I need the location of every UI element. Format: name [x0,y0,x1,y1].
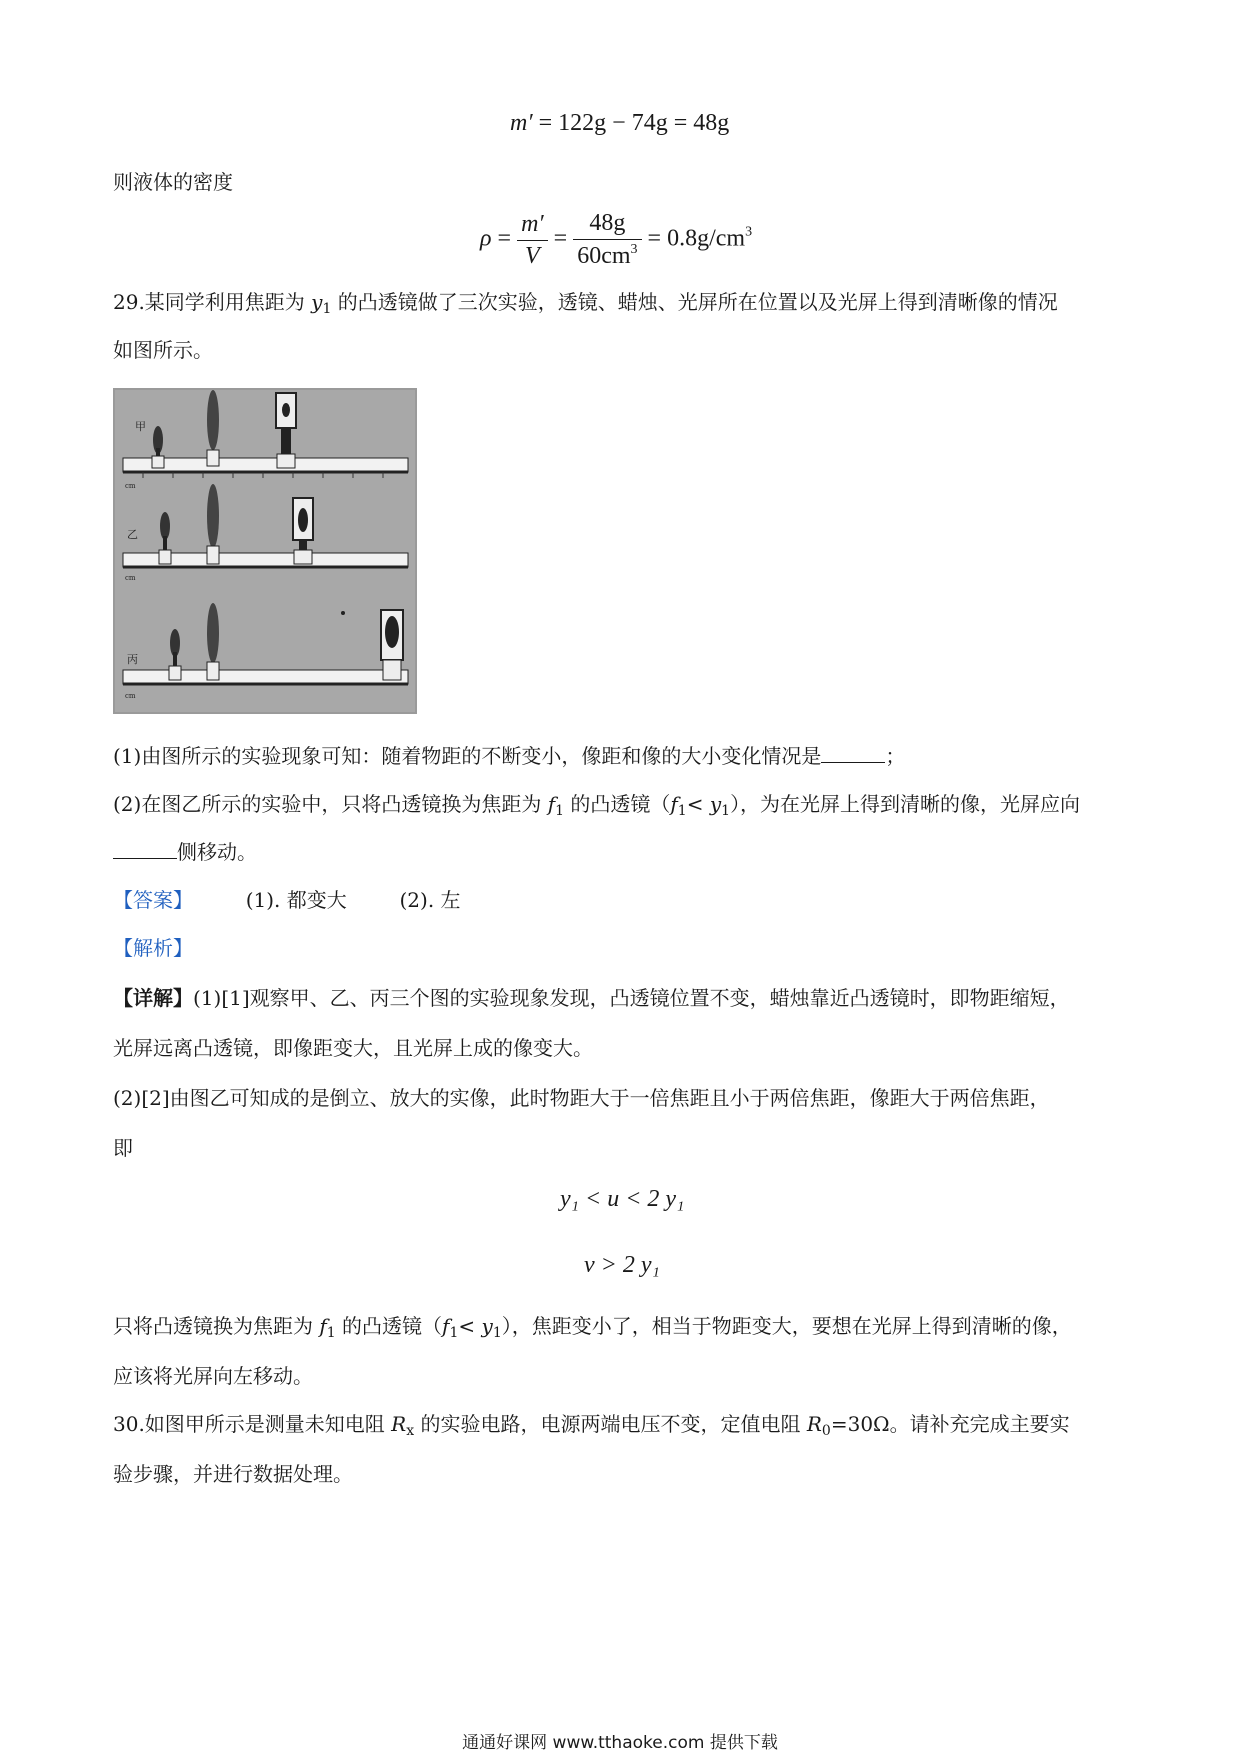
q29-part1 [113,742,905,770]
density-equation: ρ = $\frac{m'}{V}$ = $\frac{48g}{60cm^3}$ = $0.8g/cm^3$ [480,210,753,269]
candle-holder-jia [152,456,164,468]
q29-stem-a: 29.某同学利用焦距为 [113,290,312,314]
eq2-result-sup: 3 [745,224,753,240]
q29-part2-line2: 侧移动。 [113,838,257,866]
q29-part1-end: ； [885,744,906,768]
detail-label: 【详解】 [113,986,193,1010]
eq2-den2: 60cm [577,243,631,269]
label-bing: 丙 [127,653,138,666]
eq1-result: 48g [693,110,730,136]
eq2-den2-sup: 3 [630,242,638,257]
q30-line2: 验步骤，并进行数据处理。 [113,1462,353,1486]
page-footer: 通通好课网 www.tthaoke.com 提供下载 [462,1733,778,1753]
mass-equation: m′ = 122g − 74g = 48g [510,110,730,136]
answer-1: (1). 都变大 [245,888,347,912]
detail-p3-line1: 只将凸透镜换为焦距为 $f_1$ 的凸透镜$(f_1< y_1)$，焦距变小了，相当于物距变大，要想在光屏上得到清晰的像， [113,1314,1072,1341]
detail-p3-line2: 应该将光屏向左移动。 [113,1364,313,1388]
q29-stem-line2: 如图所示。 [113,338,213,362]
eq2-den1: V [525,242,540,269]
lens-yi [207,484,219,548]
candle-flame-yi [160,512,170,540]
tick-cm-bing: cm [125,692,136,700]
label-jia: 甲 [135,420,146,433]
tick-cm-yi: cm [125,574,136,582]
image-yi [298,508,308,532]
answer-line [113,886,461,914]
bench-rail-bing [123,670,408,684]
q29-part1-blank[interactable] [821,742,885,763]
eq1-a: 122g [558,110,607,136]
eq2-num2: 48g [573,210,641,240]
analysis-label: 【解析】 [113,936,193,960]
eq1-lhs: m′ [510,110,533,136]
detail-p2-line2: 即 [113,1136,133,1160]
q29-var-sub: 1 [322,301,332,317]
detail-p2-line1: (2)[2]由图乙可知成的是倒立、放大的实像，此时物距大于一倍焦距且小于两倍焦距，像距大于两倍焦距， [113,1086,1050,1110]
answer-label: 【答案】 [113,888,193,912]
q29-stem-b: 的凸透镜做了三次实验，透镜、蜡烛、光屏所在位置以及光屏上得到清晰像的情况 [331,290,1058,314]
inequality-v: v > 2 y₁ [584,1252,660,1278]
q29-var-y: y [311,290,323,314]
detail-p1-line2: 光屏远离凸透镜，即像距变大，且光屏上成的像变大。 [113,1036,593,1060]
lens-jia [207,390,219,450]
lens-bing [207,603,219,663]
label-yi: 乙 [127,528,138,541]
eq2-result: 0.8g/cm [667,225,746,252]
eq2-lhs: ρ [480,225,492,252]
eq2-fraction-symbolic [517,211,548,270]
eq2-num1: m′ [517,211,548,241]
image-jia [282,403,290,417]
detail-p1-line1: 【详解】(1)[1]观察甲、乙、丙三个图的实验现象发现，凸透镜位置不变，蜡烛靠近凸透镜时，即物距缩短， [113,986,1070,1010]
image-bing [385,616,399,648]
q29-stem-line1 [113,288,1058,323]
eq1-b: 74g [631,110,668,136]
candle-holder-bing [169,666,181,680]
bench-rail-jia [123,458,408,472]
eq2-fraction-numeric [573,210,641,270]
q30-line1: 30.如图甲所示是测量未知电阻 $R_x$ 的实验电路，电源两端电压不变，定值电阻 $R_0=30\Omega$。请补充完成主要实 [113,1412,1070,1439]
answer-2: (2). 左 [399,888,461,912]
q29-part2-blank[interactable] [113,838,177,859]
candle-holder-yi [159,550,171,564]
optical-bench-figure [113,388,417,714]
q29-part1-text: (1)由图所示的实验现象可知：随着物距的不断变小，像距和像的大小变化情况是 [113,744,822,768]
inequality-u: y₁ < u < 2 y₁ [560,1186,685,1212]
q29-part2-line1: (2)在图乙所示的实验中，只将凸透镜换为焦距为 $f_1$ 的凸透镜$(f_1< y_1)$，为在光屏上得到清晰的像，光屏应向 [113,792,1081,819]
tick-cm-jia: cm [125,482,136,490]
density-label: 则液体的密度 [113,170,233,194]
